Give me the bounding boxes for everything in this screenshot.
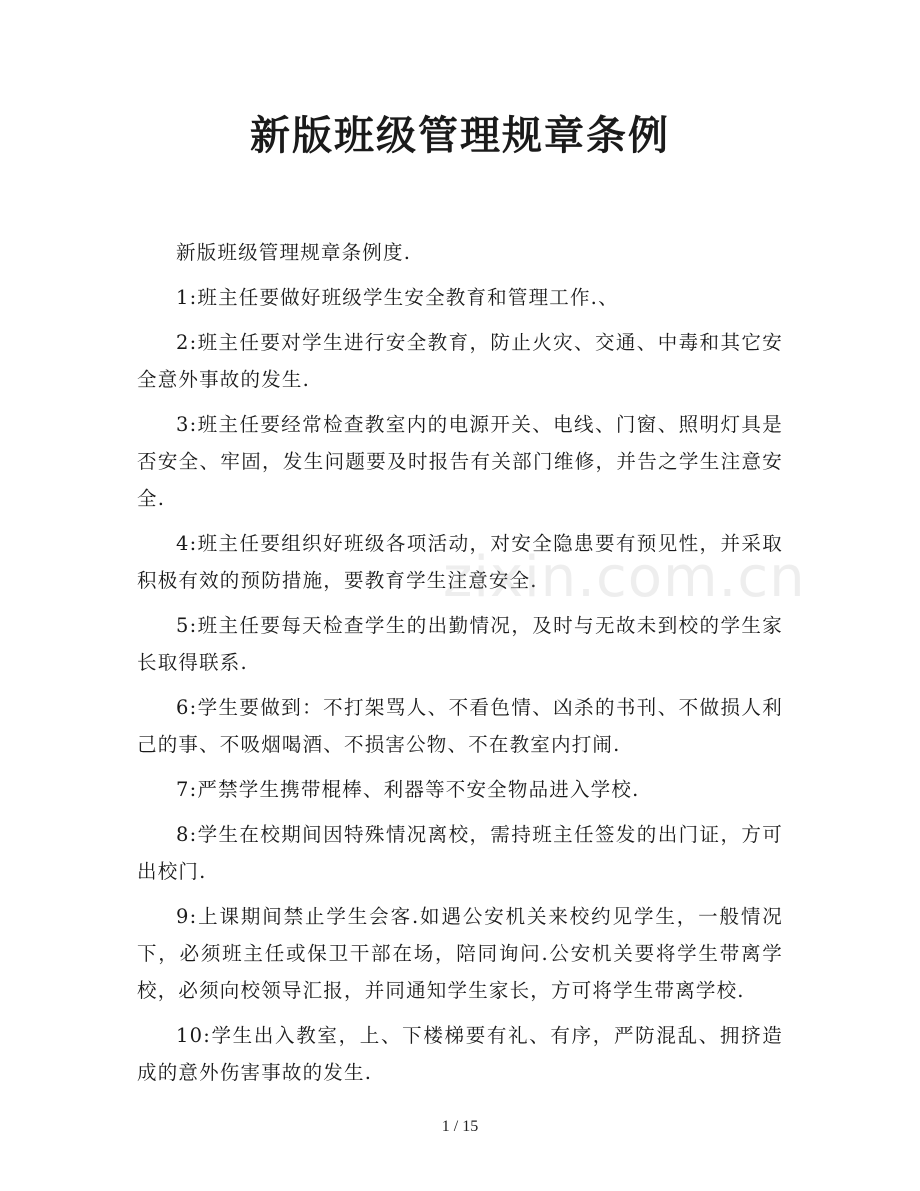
document-body: [137, 234, 783, 1099]
paragraph-rule-4: 4:班主任要组织好班级各项活动，对安全隐患要有预见性，并采取积极有效的预防措施，要教育学生注意安全.: [137, 532, 783, 592]
paragraph-rule-2: 2:班主任要对学生进行安全教育，防止火灾、交通、中毒和其它安全意外事故的发生.: [137, 331, 783, 391]
paragraph-rule-5: 5:班主任要每天检查学生的出勤情况，及时与无故未到校的学生家长取得联系.: [137, 614, 783, 674]
paragraph-rule-8: 8:学生在校期间因特殊情况离校，需持班主任签发的出门证，方可出校门.: [137, 823, 783, 883]
document-title: 新版班级管理规章条例: [250, 112, 670, 159]
watermark-text: zixin.com.cn: [443, 545, 806, 610]
paragraph-rule-7: 7:严禁学生携带棍棒、利器等不安全物品进入学校.: [176, 778, 640, 801]
paragraph-rule-3: 3:班主任要经常检查教室内的电源开关、电线、门窗、照明灯具是否安全、牢固，发生问题要及时报告有关部门维修，并告之学生注意安全.: [137, 413, 783, 510]
paragraph-rule-10: 10:学生出入教室，上、下楼梯要有礼、有序，严防混乱、拥挤造成的意外伤害事故的发生.: [137, 1024, 783, 1084]
paragraph-rule-9: 9:上课期间禁止学生会客.如遇公安机关来校约见学生，一般情况下，必须班主任或保卫干部在场，陪同询问.公安机关要将学生带离学校，必须向校领导汇报，并同通知学生家长，方可将学生带离学校.: [137, 905, 783, 1002]
paragraph-rule-1: 1:班主任要做好班级学生安全教育和管理工作.、: [176, 286, 619, 309]
page-number: 1 / 15: [441, 1118, 479, 1135]
paragraph-rule-6: 6:学生要做到：不打架骂人、不看色情、凶杀的书刊、不做损人利己的事、不吸烟喝酒、不损害公物、不在教室内打闹.: [137, 696, 783, 756]
paragraph-intro: 新版班级管理规章条例度.: [176, 241, 412, 264]
